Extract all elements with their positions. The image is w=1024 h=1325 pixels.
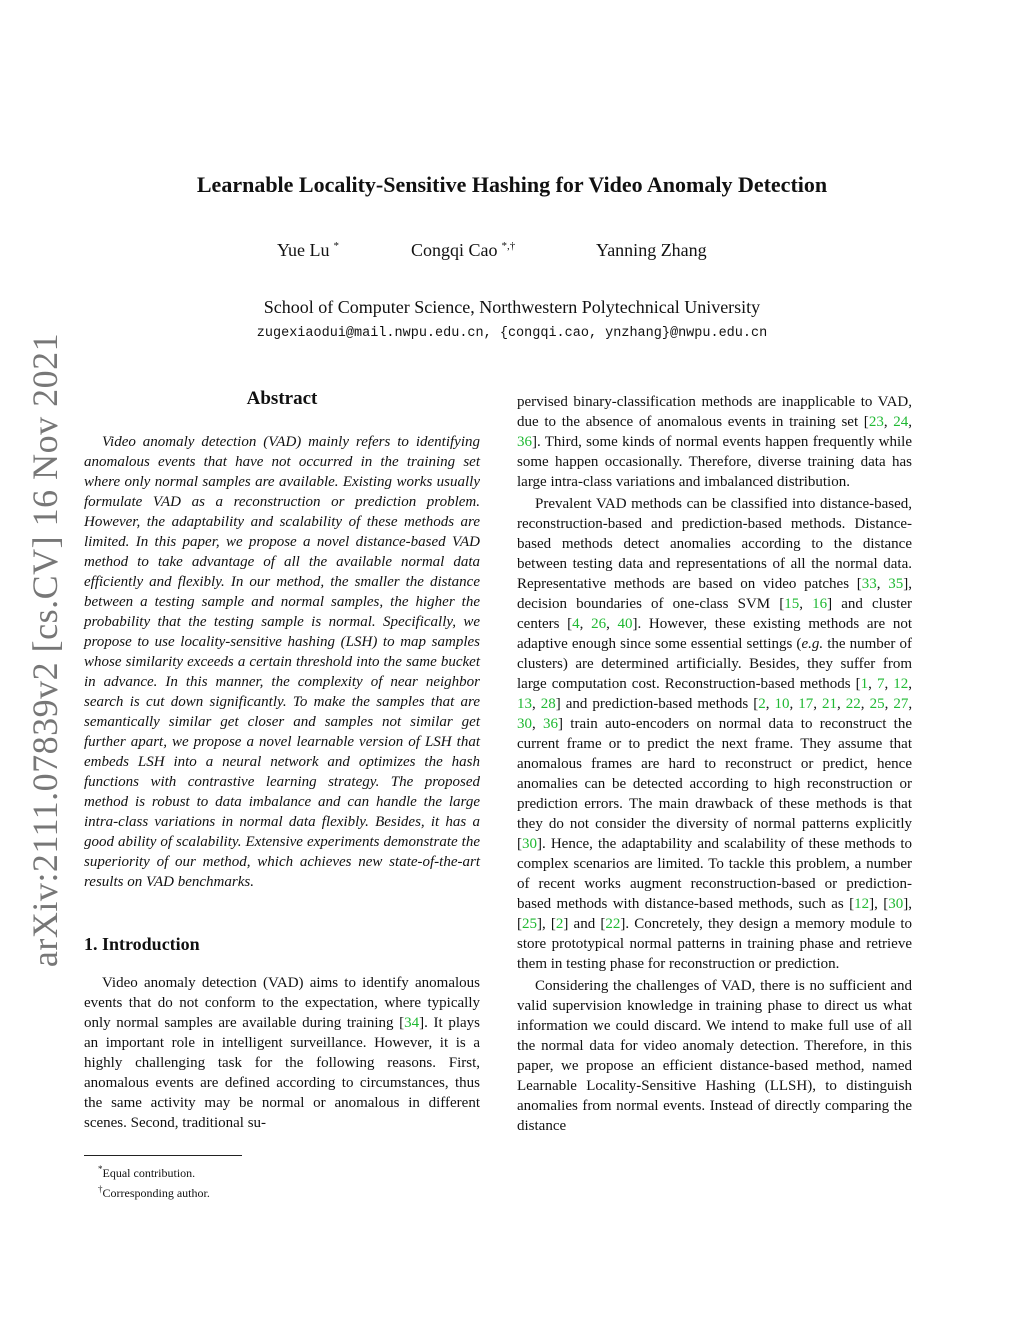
citation-link[interactable]: 28 [540,696,556,712]
citation-link[interactable]: 30 [517,716,532,732]
intro-paragraph: Prevalent VAD methods can be classified into distance-based, reconstruction-based and prediction-based methods. Distance-based methods detect anomalies according to the distance between testing data and representations of all the normal data. Representative methods are based on video patches [33, 35], decision boundaries of one-class SVM [15, 16] and cluster centers [4, 26, 40]. However, these existing methods are not adaptive enough since some essential settings (e.g. the number of clusters) are determined artificially. Besides, they suffer from large computation cost. Reconstruction-based methods [1, 7, 12, 13, 28] and prediction-based methods [2, 10, 17, 21, 22, 25, 27, 30, 36] train auto-encoders on normal data to reconstruct the current frame or to predict the next frame. They assume that anomalous frames are hard to reconstruct or predict, hence anomalies can be detected according to high reconstruction or prediction errors. The main drawback of these methods is that they do not consider the diversity of normal patterns explicitly [30]. Hence, the adaptability and scalability of these methods to complex scenarios are limited. To tackle this problem, a number of recent works augment reconstruction-based or prediction-based methods with distance-based methods, such as [12], [30], [25], [2] and [22]. Concretely, they design a memory module to store prototypical normal patterns in training phase and retrieve them in testing phase for reconstruction or prediction. [517,496,913,972]
abstract-text: Video anomaly detection (VAD) mainly refers to identifying anomalous events that have not occurred in the training set where only normal samples are available. Existing works usually formulate VAD as a reconstruction or prediction problem. However, the adaptability and scalability of these methods are limited. In this paper, we propose a novel distance-based VAD method to take advantage of all the available normal data efficiently and flexibly. In our method, the smaller the distance between a testing sample and normal samples, the higher the probability that the testing sample is normal. Specifically, we propose to use locality-sensitive hashing (LSH) to map samples whose similarity exceeds a certain threshold into the same bucket in advance. In this manner, the complexity of near neighbor search is cut down significantly. To make the samples that are semantically similar get closer and samples not similar get further apart, we propose a novel learnable version of LSH that embeds LSH into a neural network and optimizes the hash functions with contrastive learning strategy. The proposed method is robust to data imbalance and can handle the large intra-class variations in normal data flexibly. Besides, it has a good ability of scalability. Extensive experiments demonstrate the superiority of our method, which achieves new state-of-the-art results on VAD benchmarks. [84,434,480,890]
citation-link[interactable]: 35 [888,576,904,592]
section-heading: 1. Introduction [84,934,200,954]
emphasis-text: e.g. [801,636,824,652]
abstract-heading: Abstract [246,388,318,409]
footnote: †Corresponding author. [98,1184,210,1200]
footnote-rule [84,1155,242,1156]
citation-link[interactable]: 27 [893,696,909,712]
citation-link[interactable]: 22 [605,916,621,932]
citation-link[interactable]: 15 [784,596,800,612]
citation-link[interactable]: 16 [812,596,828,612]
author-emails: zugexiaodui@mail.nwpu.edu.cn, {congqi.cao, ynzhang}@nwpu.edu.cn [256,326,768,341]
arxiv-stamp-text: arXiv:2111.07839v2 [cs.CV] 16 Nov 2021 [25,332,65,968]
author: Congqi Cao *,† [411,240,516,260]
author: Yue Lu * [277,240,339,260]
citation-link[interactable]: 21 [822,696,838,712]
footnote: *Equal contribution. [98,1164,196,1180]
citation-link[interactable]: 2 [555,916,564,932]
citation-link[interactable]: 36 [543,716,559,732]
citation-link[interactable]: 1 [860,676,869,692]
citation-link[interactable]: 12 [854,896,870,912]
intro-paragraph-continued: pervised binary-classification methods are inapplicable to VAD, due to the absence of anomalous events in training set [23, 24, 36]. Third, some kinds of normal events happen frequently while some happen occasionally. Therefore, diverse training data has large intra-class variations and imbalanced distribution. [517,394,913,490]
citation-link[interactable]: 40 [617,616,633,632]
citation-link[interactable]: 10 [774,696,790,712]
intro-paragraph: Considering the challenges of VAD, there is no sufficient and valid supervision knowledge in training phase to direct us what information we could discard. We intend to make full use of all the normal data for video anomaly detection. Therefore, in this paper, we propose an efficient distance-based method, named Learnable Locality-Sensitive Hashing (LLSH), to distinguish anomalies from normal events. Instead of directly comparing the distance [517,978,912,1134]
citation-link[interactable]: 30 [888,896,904,912]
citation-link[interactable]: 13 [517,696,532,712]
citation-link[interactable]: 17 [798,696,814,712]
footnotes [84,1155,480,1201]
citation-link[interactable]: 25 [869,696,885,712]
author: Yanning Zhang [596,240,707,260]
citation-link[interactable]: 22 [845,696,861,712]
citation-link[interactable]: 4 [572,616,580,632]
citation-link[interactable]: 7 [876,676,885,692]
intro-paragraph: Video anomaly detection (VAD) aims to identify anomalous events that do not conform to the expectation, where typically only normal samples are available during training [34]. It plays an important role in intelligent surveillance. However, it is a highly challenging task for the following reasons. First, anomalous events are defined according to circumstances, thus the same activity may be normal or anomalous in different scenes. Second, traditional su- [84,975,480,1131]
citation-link[interactable]: 30 [522,836,537,852]
citation-link[interactable]: 26 [591,616,607,632]
citation-link[interactable]: 36 [517,434,532,450]
citation-link[interactable]: 12 [893,676,909,692]
citation-link[interactable]: 25 [522,916,537,932]
citation-link[interactable]: 2 [758,696,766,712]
paper-title: Learnable Locality-Sensitive Hashing for Video Anomaly Detection [196,172,828,197]
arxiv-stamp [20,332,70,968]
right-column [517,392,912,1136]
left-column [84,388,480,1133]
citation-link[interactable]: 34 [404,1015,420,1031]
citation-link[interactable]: 23 [868,414,884,430]
citation-link[interactable]: 33 [861,576,877,592]
citation-link[interactable]: 24 [893,414,909,430]
affiliation: School of Computer Science, Northwestern Polytechnical University [263,297,761,317]
